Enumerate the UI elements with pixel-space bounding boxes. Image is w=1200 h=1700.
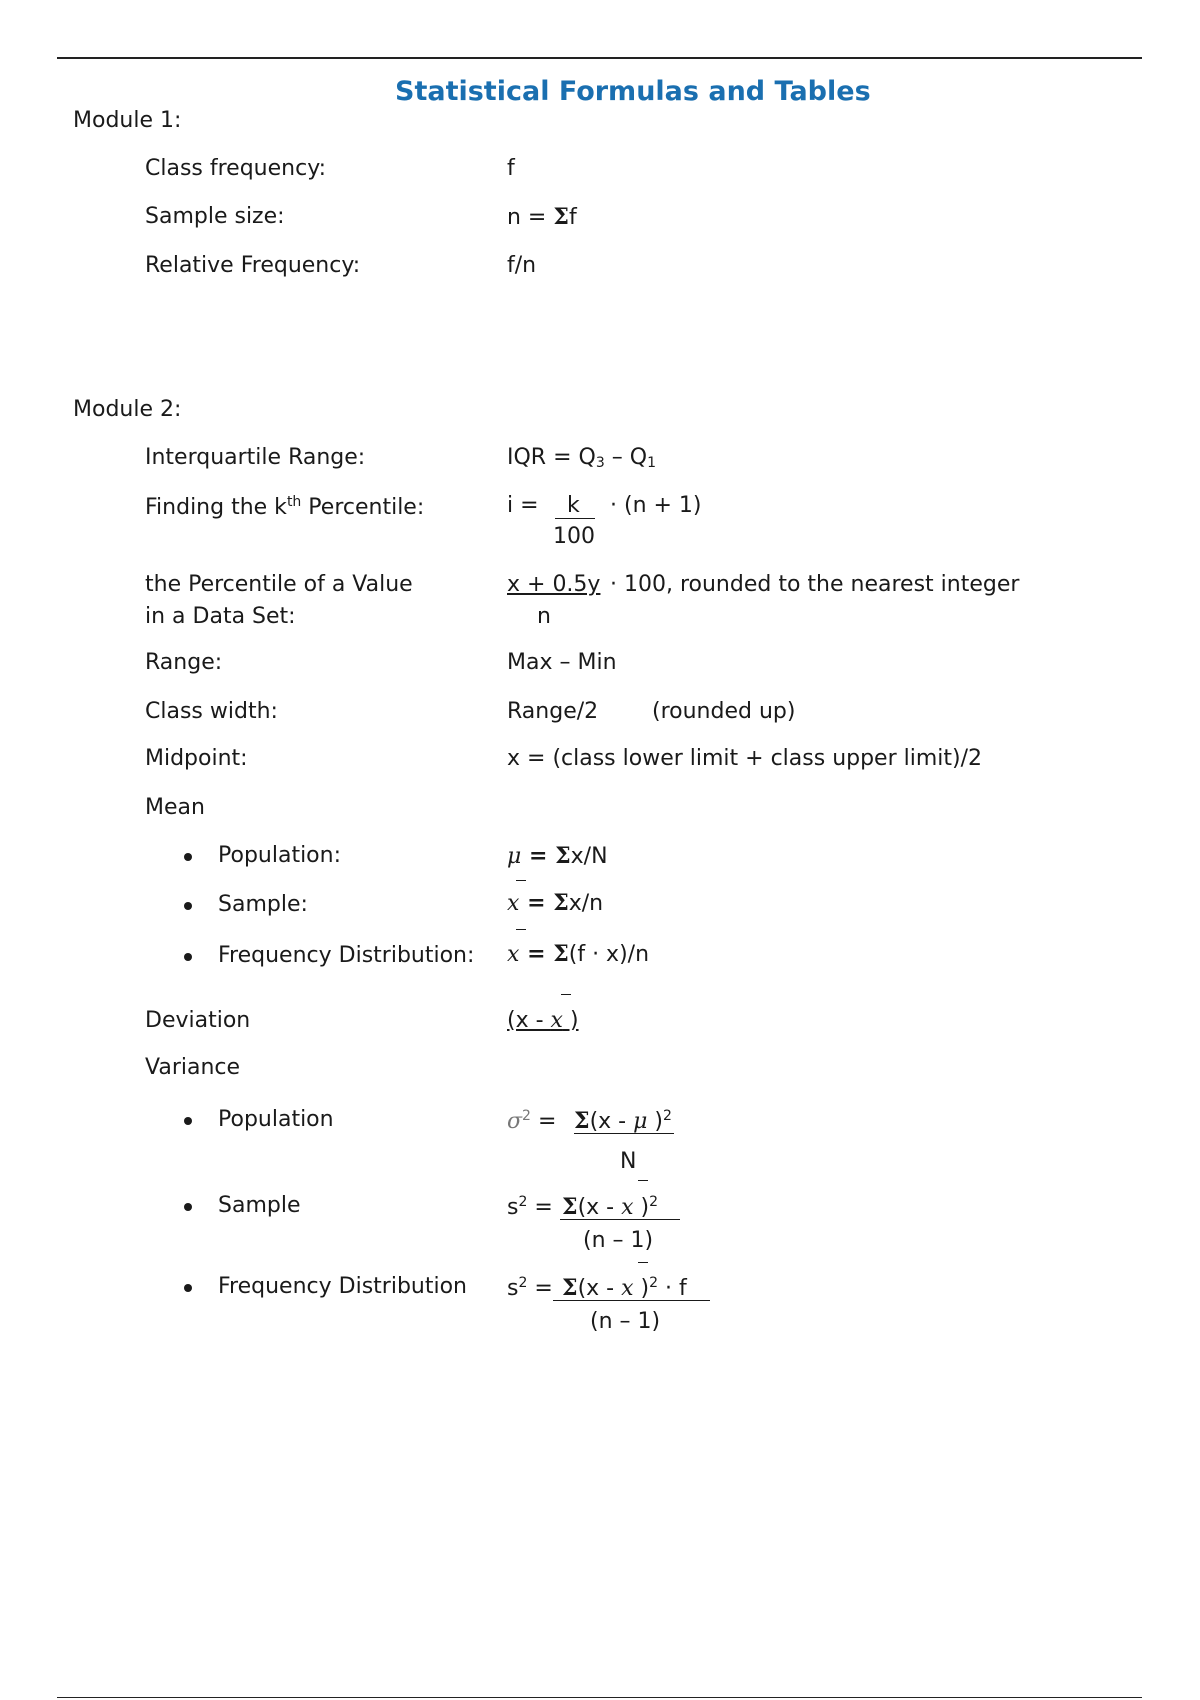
- bullet: [184, 902, 192, 910]
- bullet: [184, 953, 192, 961]
- mean-label: Mean: [145, 795, 205, 820]
- bottom-rule: [57, 1697, 1142, 1698]
- percentile-value-tail: · 100, rounded to the nearest integer: [610, 572, 1020, 597]
- percentile-value-label-line1: the Percentile of a Value: [145, 572, 413, 597]
- midpoint-label: Midpoint:: [145, 746, 248, 771]
- percentile-value-numerator: x + 0.5y: [507, 572, 601, 597]
- kth-percentile-numerator: k: [567, 493, 580, 518]
- variance-label: Variance: [145, 1055, 241, 1080]
- variance-freq-label: Frequency Distribution: [218, 1274, 467, 1299]
- kth-percentile-label: Finding the $k^{th}$ Percentile:: [145, 494, 425, 520]
- range-label: Range:: [145, 650, 223, 675]
- variance-population-fraction-bar: [574, 1133, 674, 1134]
- class-width-note: (rounded up): [652, 699, 796, 724]
- variance-freq-fraction-bar: [553, 1300, 710, 1301]
- page-title: Statistical Formulas and Tables: [395, 76, 871, 107]
- class-frequency-label: Class frequency:: [145, 156, 327, 181]
- xbar-overline: [516, 880, 526, 881]
- module-1-heading: Module 1:: [73, 108, 182, 133]
- mean-sample-label: Sample:: [218, 892, 308, 917]
- percentile-value-denominator: n: [537, 604, 551, 629]
- sample-size-label: Sample size:: [145, 204, 285, 229]
- relative-frequency-label: Relative Frequency:: [145, 253, 361, 278]
- variance-sample-numerator: Σ(x - x )$^2$: [562, 1194, 659, 1220]
- xbar-overline: [561, 994, 571, 995]
- sample-size-formula: n = Σf: [507, 204, 577, 230]
- mean-population-formula: μ = Σx/N: [507, 843, 608, 869]
- deviation-formula: (x - x ): [507, 1008, 579, 1033]
- xbar-overline: [516, 929, 526, 930]
- variance-freq-numerator: Σ(x - x )$^2$ · f: [562, 1275, 687, 1301]
- iqr-formula: IQR = $Q_3 - Q_1$: [507, 445, 656, 471]
- iqr-label: Interquartile Range:: [145, 445, 366, 470]
- variance-sample-lhs: $s^2$ =: [507, 1194, 553, 1220]
- variance-sample-label: Sample: [218, 1193, 301, 1218]
- percentile-value-label-line2: in a Data Set:: [145, 604, 296, 629]
- range-formula: Max – Min: [507, 650, 617, 675]
- kth-percentile-lhs: i =: [507, 493, 539, 518]
- mean-freq-label: Frequency Distribution:: [218, 943, 475, 968]
- deviation-label: Deviation: [145, 1008, 251, 1033]
- sum-symbol: Σ: [553, 204, 569, 230]
- midpoint-formula: x = (class lower limit + class upper limit)/2: [507, 746, 983, 771]
- variance-freq-lhs: $s^2$ =: [507, 1275, 553, 1301]
- bullet: [184, 853, 192, 861]
- kth-percentile-tail: · (n + 1): [610, 493, 702, 518]
- bullet: [184, 1203, 192, 1211]
- mean-population-label: Population:: [218, 843, 341, 868]
- variance-population-lhs: $\sigma^2$ =: [507, 1108, 557, 1134]
- xbar-overline: [638, 1262, 648, 1263]
- kth-percentile-denominator: 100: [553, 524, 595, 549]
- class-width-formula: Range/2: [507, 699, 599, 724]
- relative-frequency-formula: f/n: [507, 253, 537, 278]
- variance-freq-denominator: (n – 1): [590, 1309, 661, 1334]
- bullet: [184, 1117, 192, 1125]
- kth-percentile-fraction-bar: [555, 518, 595, 519]
- class-width-label: Class width:: [145, 699, 278, 724]
- mean-freq-formula: x = Σ(f · x)/n: [507, 941, 650, 967]
- variance-population-numerator: Σ(x - μ )$^2$: [574, 1108, 672, 1134]
- module-2-heading: Module 2:: [73, 397, 182, 422]
- variance-population-label: Population: [218, 1107, 334, 1132]
- variance-population-denominator: N: [620, 1149, 637, 1174]
- mean-sample-formula: x = Σx/n: [507, 890, 604, 916]
- xbar-overline: [638, 1180, 648, 1181]
- variance-sample-denominator: (n – 1): [583, 1228, 654, 1253]
- top-rule: [57, 57, 1142, 59]
- class-frequency-formula: f: [507, 156, 515, 181]
- bullet: [184, 1284, 192, 1292]
- variance-sample-fraction-bar: [560, 1219, 680, 1220]
